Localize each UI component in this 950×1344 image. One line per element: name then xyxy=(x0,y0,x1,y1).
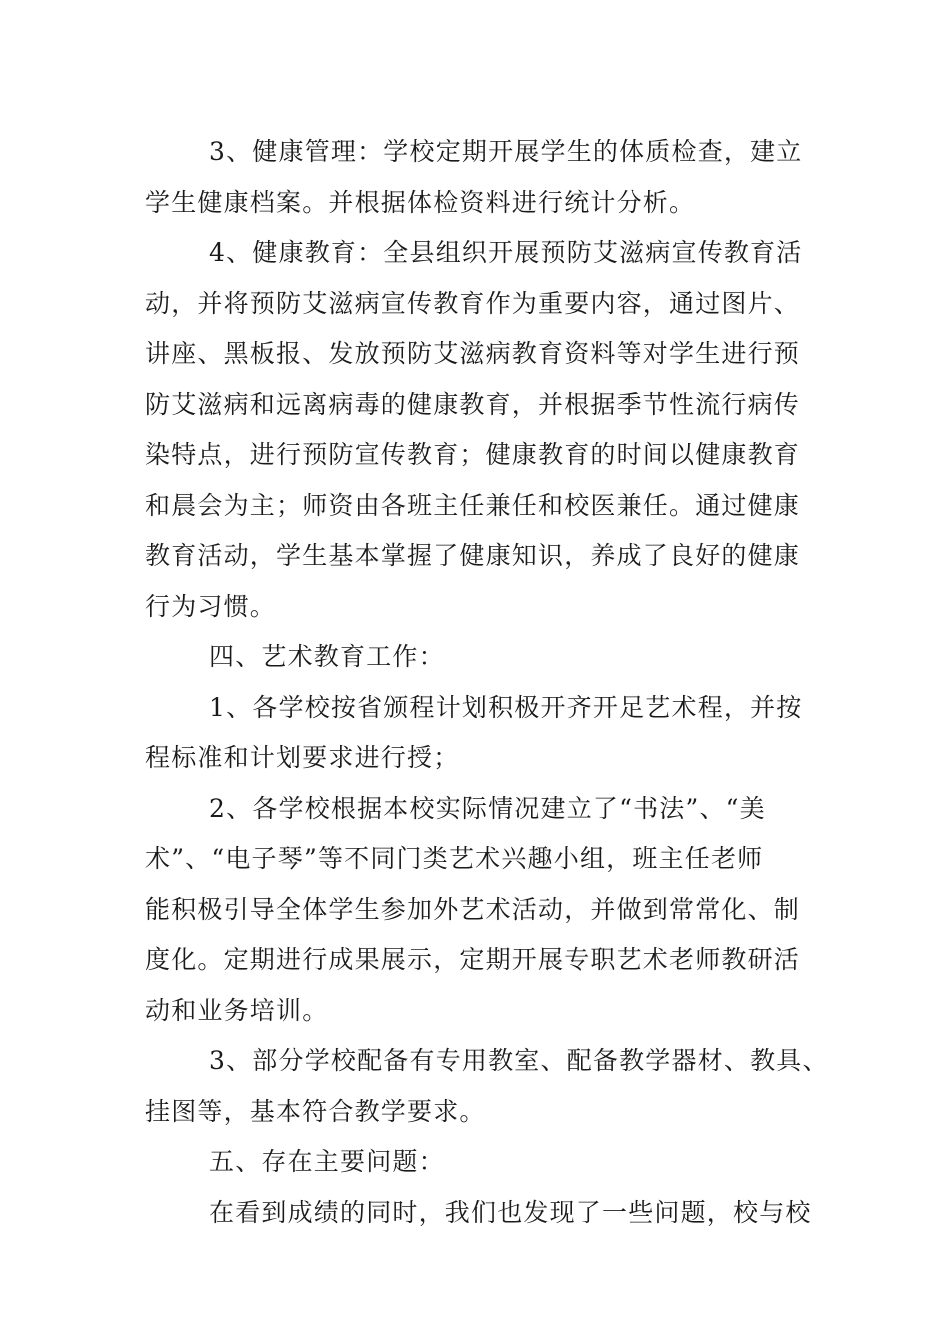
paragraph-line: 程标准和计划要求进行授； xyxy=(145,743,460,772)
paragraph-line: 3、健康管理：学校定期开展学生的体质检查，建立 xyxy=(209,137,803,166)
section-heading: 四、艺术教育工作： xyxy=(209,642,445,671)
paragraph-line: 4、健康教育：全县组织开展预防艾滋病宣传教育活 xyxy=(209,238,803,267)
paragraph-line: 教育活动，学生基本掌握了健康知识，养成了良好的健康 xyxy=(145,541,801,570)
paragraph-line: 染特点，进行预防宣传教育；健康教育的时间以健康教育 xyxy=(145,440,801,469)
paragraph-line: 讲座、黑板报、发放预防艾滋病教育资料等对学生进行预 xyxy=(145,339,801,368)
document-body xyxy=(145,127,829,1238)
paragraph-line: 挂图等，基本符合教学要求。 xyxy=(145,1096,486,1126)
paragraph-line: 能积极引导全体学生参加外艺术活动，并做到常常化、制 xyxy=(145,894,801,924)
paragraph-line: 动，并将预防艾滋病宣传教育作为重要内容，通过图片、 xyxy=(145,288,801,318)
paragraph-line: 动和业务培训。 xyxy=(145,995,329,1025)
paragraph-line: 度化。定期进行成果展示，定期开展专职艺术老师教研活 xyxy=(145,945,801,974)
paragraph-line: 2、各学校根据本校实际情况建立了“书法”、“美 xyxy=(209,793,766,823)
paragraph-line: 3、部分学校配备有专用教室、配备教学器材、教具、 xyxy=(209,1046,829,1075)
paragraph-line: 1、各学校按省颁程计划积极开齐开足艺术程，并按 xyxy=(209,692,803,722)
paragraph-line: 行为习惯。 xyxy=(145,591,277,621)
paragraph-line: 学生健康档案。并根据体检资料进行统计分析。 xyxy=(145,187,696,217)
section-heading: 五、存在主要问题： xyxy=(209,1147,445,1176)
paragraph-line: 术”、“电子琴”等不同门类艺术兴趣小组，班主任老师 xyxy=(145,844,764,873)
paragraph-line: 在看到成绩的同时，我们也发现了一些问题，校与校 xyxy=(209,1197,812,1227)
paragraph-line: 和晨会为主；师资由各班主任兼任和校医兼任。通过健康 xyxy=(145,490,801,520)
paragraph-line: 防艾滋病和远离病毒的健康教育，并根据季节性流行病传 xyxy=(145,389,801,419)
